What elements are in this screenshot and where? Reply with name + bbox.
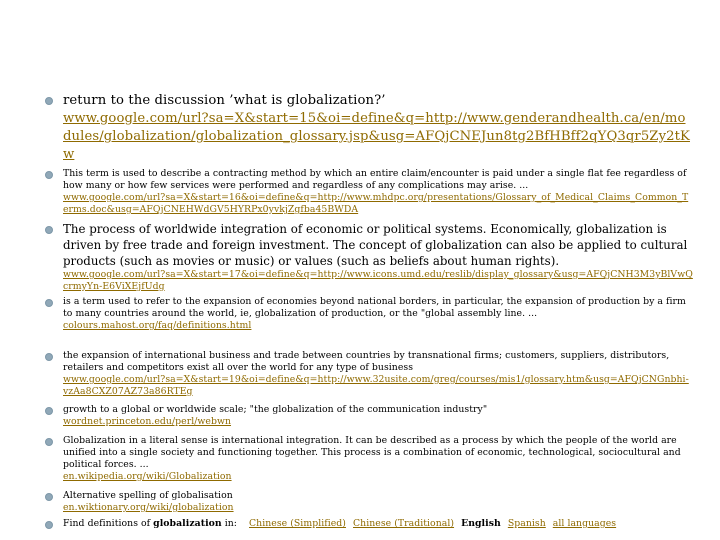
bullet-icon: [45, 171, 53, 179]
definition-text: return to the discussion ’what is globalization?’: [63, 93, 386, 108]
source-link[interactable]: www.google.com/url?sa=X&start=15&oi=define&q=http://www.genderandhealth.ca/en/modules/globalization/globalization_glossary.jsp&usg=AFQjCNEJun8tg2BfHBff2qYQ3qr5Zy2tKw: [63, 111, 690, 162]
source-link[interactable]: www.google.com/url?sa=X&start=17&oi=define&q=http://www.icons.umd.edu/reslib/display_glossary&usg=AFQjCNH3M3yBlVwQcrmyYn-E6ViXEjfUdg: [63, 269, 693, 292]
definition-text-block: [63, 350, 693, 398]
definition-text-block: [63, 435, 693, 483]
lang-current-english: English: [461, 518, 501, 529]
source-link[interactable]: www.google.com/url?sa=X&start=19&oi=define&q=http://www.32usite.com/greg/courses/mis1/glossary.htm&usg=AFQjCNGnbhi-vzAa8CXZ07AZ73a86RTEg: [63, 374, 689, 397]
definition-text-block: [63, 296, 693, 332]
definition-text: growth to a global or worldwide scale; "the globalization of the communication industry": [63, 404, 488, 415]
definition-text: Alternative spelling of globalisation: [63, 490, 233, 501]
source-link[interactable]: wordnet.princeton.edu/perl/webwn: [63, 416, 232, 427]
definition-text-block: [63, 404, 693, 428]
bullet-icon: [45, 407, 53, 415]
bullet-icon: [45, 97, 53, 105]
definition-text: This term is used to describe a contracting method by which an entire claim/encounter is paid under a single flat fee regardless of how many or how few services were performed and regardless of any complications may arise. ...: [63, 168, 687, 191]
source-link[interactable]: colours.mahost.org/faq/definitions.html: [63, 320, 252, 331]
lang-link-chinese-simplified[interactable]: Chinese (Simplified): [249, 518, 346, 529]
bullet-icon: [45, 438, 53, 446]
definition-text-block: [63, 269, 693, 293]
definition-text: is a term used to refer to the expansion of economies beyond national borders, in particular, the expansion of production by a firm to many countries around the world, ie, globalization of production, or the "global assembly line. ...: [63, 296, 686, 319]
bullet-icon: [45, 299, 53, 307]
bullet-icon: [45, 353, 53, 361]
definition-text-block: [63, 490, 693, 514]
find-prefix: Find definitions of: [63, 518, 154, 529]
source-link[interactable]: en.wikipedia.org/wiki/Globalization: [63, 471, 232, 482]
find-definitions-text: [63, 518, 693, 530]
source-link[interactable]: en.wiktionary.org/wiki/globalization: [63, 502, 234, 513]
bullet-icon: [45, 493, 53, 501]
find-suffix: in:: [221, 518, 237, 529]
source-link[interactable]: www.google.com/url?sa=X&start=16&oi=define&q=http://www.mhdpc.org/presentations/Glossary_of_Medical_Claims_Common_Terms.doc&usg=AFQjCNEHWdGV5HYRPx0yvkjZgfba45BWDA: [63, 192, 689, 215]
bullet-icon: [45, 226, 53, 234]
definition-text: Globalization in a literal sense is international integration. It can be described as a process by which the people of the world are unified into a single society and functioning together. This process is a combination of economic, technological, sociocultural and political forces. ...: [63, 435, 681, 470]
lang-link-chinese-traditional[interactable]: Chinese (Traditional): [353, 518, 455, 529]
definition-text-block: [63, 221, 693, 269]
find-term: globalization: [153, 518, 222, 529]
definition-text-block: [63, 92, 693, 164]
definition-text-block: [63, 168, 693, 216]
lang-link-all-languages[interactable]: all languages: [552, 518, 617, 529]
definition-text: the expansion of international business and trade between countries by transnational firms; customers, suppliers, distributors, retailers and competitors exist all over the world for any type of business: [63, 350, 670, 373]
lang-link-spanish[interactable]: Spanish: [507, 518, 546, 529]
bullet-icon: [45, 521, 53, 529]
definition-text: The process of worldwide integration of economic or political systems. Economically, globalization is driven by free trade and foreign investment. The concept of globalization can also be applied to cultural products (such as movies or music) or values (such as beliefs about human rights).: [63, 222, 688, 268]
